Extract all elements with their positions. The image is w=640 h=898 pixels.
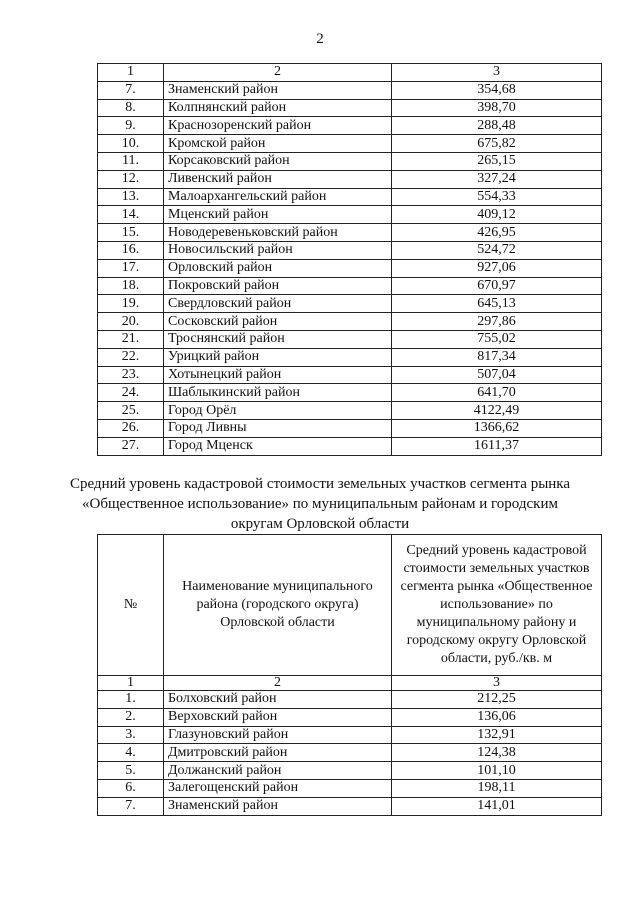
table-row	[98, 366, 602, 384]
table-row	[98, 170, 602, 188]
row-number: 2.	[98, 708, 164, 726]
column-number-row	[98, 676, 602, 691]
table-row	[98, 152, 602, 170]
district-name: Верховский район	[164, 708, 392, 726]
row-number: 24.	[98, 384, 164, 402]
average-value: 645,13	[392, 295, 602, 313]
row-number: 16.	[98, 241, 164, 259]
average-value: 817,34	[392, 348, 602, 366]
row-number: 22.	[98, 348, 164, 366]
row-number: 25.	[98, 402, 164, 420]
average-value: 927,06	[392, 259, 602, 277]
header-district-name: Наименование муниципального района (городского округа) Орловской области	[164, 535, 392, 676]
table-row	[98, 99, 602, 117]
district-name: Корсаковский район	[164, 152, 392, 170]
district-name: Залегощенский район	[164, 779, 392, 797]
average-value: 675,82	[392, 135, 602, 153]
column-number: 1	[98, 64, 164, 82]
row-number: 6.	[98, 779, 164, 797]
table-row	[98, 330, 602, 348]
district-name: Краснозоренский район	[164, 117, 392, 135]
page-number: 2	[316, 31, 324, 47]
district-name: Орловский район	[164, 259, 392, 277]
row-number: 21.	[98, 330, 164, 348]
district-name: Город Мценск	[164, 437, 392, 455]
row-number: 3.	[98, 726, 164, 744]
district-name: Ливенский район	[164, 170, 392, 188]
table-row	[98, 206, 602, 224]
table-row	[98, 708, 602, 726]
average-value: 507,04	[392, 366, 602, 384]
cadastral-value-table-continued	[97, 63, 602, 456]
district-name: Малоархангельский район	[164, 188, 392, 206]
row-number: 17.	[98, 259, 164, 277]
table-row	[98, 744, 602, 762]
district-name: Покровский район	[164, 277, 392, 295]
district-name: Дмитровский район	[164, 744, 392, 762]
column-number-row	[98, 64, 602, 82]
district-name: Должанский район	[164, 762, 392, 780]
district-name: Урицкий район	[164, 348, 392, 366]
table-row	[98, 313, 602, 331]
table-row	[98, 762, 602, 780]
average-value: 141,01	[392, 797, 602, 815]
average-value: 641,70	[392, 384, 602, 402]
average-value: 132,91	[392, 726, 602, 744]
district-name: Новодеревеньковский район	[164, 224, 392, 242]
column-number: 2	[164, 676, 392, 691]
table-row	[98, 224, 602, 242]
table-row	[98, 241, 602, 259]
average-value: 670,97	[392, 277, 602, 295]
table-row	[98, 402, 602, 420]
table-row	[98, 295, 602, 313]
column-number: 3	[392, 64, 602, 82]
district-name: Хотынецкий район	[164, 366, 392, 384]
row-number: 26.	[98, 419, 164, 437]
section-caption: Средний уровень кадастровой стоимости земельных участков сегмента рынка «Общественное использование» по муниципальным районам и городским округам Орловской области	[69, 476, 571, 532]
header-number: №	[98, 535, 164, 676]
district-name: Свердловский район	[164, 295, 392, 313]
row-number: 7.	[98, 81, 164, 99]
average-value: 327,24	[392, 170, 602, 188]
average-value: 288,48	[392, 117, 602, 135]
row-number: 19.	[98, 295, 164, 313]
table-row	[98, 81, 602, 99]
average-value: 1366,62	[392, 419, 602, 437]
row-number: 10.	[98, 135, 164, 153]
row-number: 15.	[98, 224, 164, 242]
average-value: 124,38	[392, 744, 602, 762]
table-row	[98, 797, 602, 815]
average-value: 4122,49	[392, 402, 602, 420]
table-row	[98, 726, 602, 744]
table-row	[98, 779, 602, 797]
row-number: 14.	[98, 206, 164, 224]
column-number: 3	[392, 676, 602, 691]
row-number: 8.	[98, 99, 164, 117]
district-name: Новосильский район	[164, 241, 392, 259]
table-row	[98, 117, 602, 135]
district-name: Глазуновский район	[164, 726, 392, 744]
average-value: 409,12	[392, 206, 602, 224]
table-row	[98, 437, 602, 455]
table-row	[98, 691, 602, 709]
average-value: 426,95	[392, 224, 602, 242]
district-name: Мценский район	[164, 206, 392, 224]
table-row	[98, 259, 602, 277]
average-value: 297,86	[392, 313, 602, 331]
row-number: 27.	[98, 437, 164, 455]
table-header-row	[98, 535, 602, 676]
average-value: 354,68	[392, 81, 602, 99]
average-value: 212,25	[392, 691, 602, 709]
table-row	[98, 419, 602, 437]
row-number: 20.	[98, 313, 164, 331]
table-row	[98, 188, 602, 206]
row-number: 1.	[98, 691, 164, 709]
district-name: Город Ливны	[164, 419, 392, 437]
average-value: 398,70	[392, 99, 602, 117]
district-name: Сосковский район	[164, 313, 392, 331]
row-number: 9.	[98, 117, 164, 135]
district-name: Кромской район	[164, 135, 392, 153]
district-name: Троснянский район	[164, 330, 392, 348]
average-value: 101,10	[392, 762, 602, 780]
average-value: 1611,37	[392, 437, 602, 455]
column-number: 1	[98, 676, 164, 691]
column-number: 2	[164, 64, 392, 82]
row-number: 4.	[98, 744, 164, 762]
district-name: Колпнянский район	[164, 99, 392, 117]
average-value: 136,06	[392, 708, 602, 726]
row-number: 5.	[98, 762, 164, 780]
district-name: Город Орёл	[164, 402, 392, 420]
average-value: 265,15	[392, 152, 602, 170]
row-number: 12.	[98, 170, 164, 188]
header-average-value: Средний уровень кадастровой стоимости земельных участков сегмента рынка «Общественное использование» по муниципальному району и городскому округу Орловской области, руб./кв. м	[392, 535, 602, 676]
row-number: 23.	[98, 366, 164, 384]
district-name: Знаменский район	[164, 797, 392, 815]
average-value: 755,02	[392, 330, 602, 348]
table-row	[98, 384, 602, 402]
table-row	[98, 348, 602, 366]
average-value: 524,72	[392, 241, 602, 259]
table-row	[98, 277, 602, 295]
row-number: 13.	[98, 188, 164, 206]
average-value: 554,33	[392, 188, 602, 206]
district-name: Болховский район	[164, 691, 392, 709]
average-value: 198,11	[392, 779, 602, 797]
row-number: 7.	[98, 797, 164, 815]
district-name: Знаменский район	[164, 81, 392, 99]
district-name: Шаблыкинский район	[164, 384, 392, 402]
table-row	[98, 135, 602, 153]
public-use-cadastral-value-table	[97, 534, 602, 816]
row-number: 18.	[98, 277, 164, 295]
row-number: 11.	[98, 152, 164, 170]
